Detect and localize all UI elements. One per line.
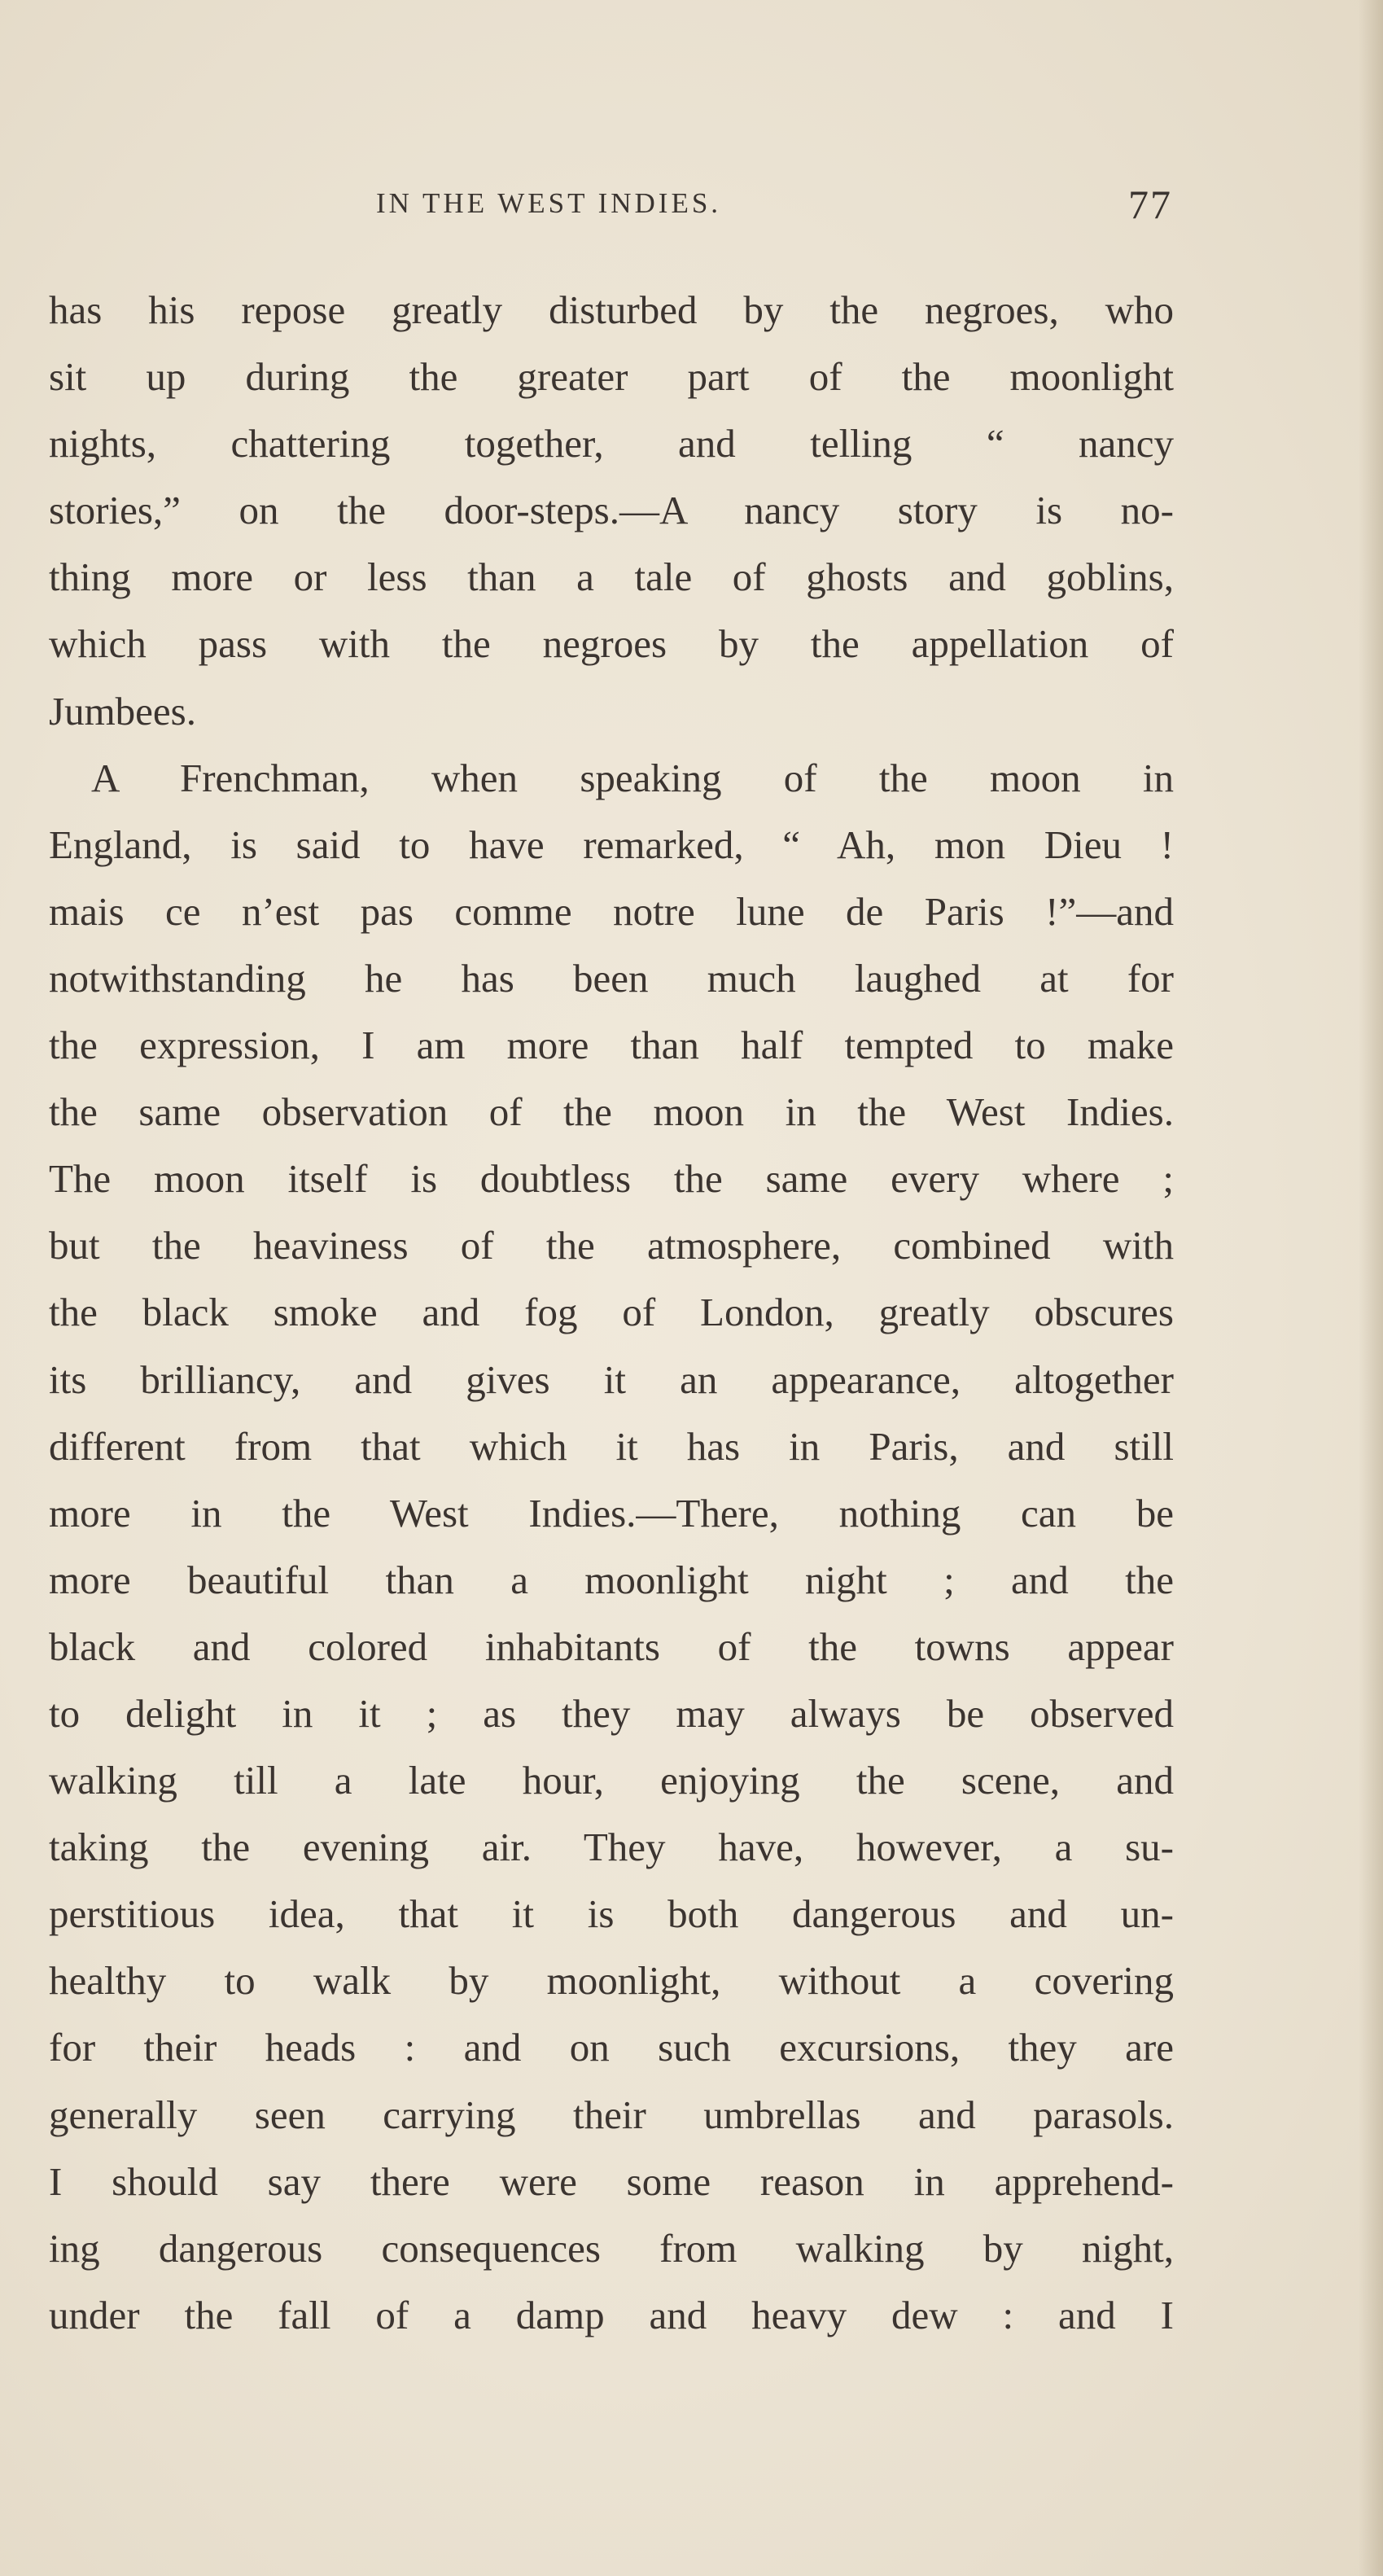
text-line: which pass with the negroes by the appellation of: [49, 621, 1174, 667]
running-head: [49, 181, 1172, 230]
text-line: the expression, I am more than half tempted to make: [49, 1023, 1174, 1068]
text-line: England, is said to have remarked, “ Ah, mon Dieu !: [49, 821, 1174, 867]
text-line: to delight in it ; as they may always be observed: [49, 1690, 1174, 1736]
text-line: the same observation of the moon in the West Indies.: [49, 1089, 1174, 1135]
text-line: but the heaviness of the atmosphere, combined with: [49, 1223, 1174, 1268]
text-line: the black smoke and fog of London, greatly obscures: [49, 1290, 1174, 1335]
text-line: generally seen carrying their umbrellas and parasols.: [49, 2092, 1174, 2137]
text-line: taking the evening air. They have, however, a su-: [49, 1825, 1174, 1870]
page-gutter-shadow: [1359, 0, 1383, 2576]
text-line: ing dangerous consequences from walking by night,: [49, 2225, 1174, 2271]
text-line: under the fall of a damp and heavy dew : and I: [49, 2292, 1174, 2337]
text-line: A Frenchman, when speaking of the moon in: [91, 755, 1174, 800]
text-line: perstitious idea, that it is both dangerous and un-: [49, 1891, 1174, 1937]
text-line: The moon itself is doubtless the same every where ;: [49, 1156, 1174, 1202]
text-line: more in the West Indies.—There, nothing can be: [49, 1490, 1174, 1536]
text-line: I should say there were some reason in apprehend-: [49, 2158, 1174, 2204]
text-line: more beautiful than a moonlight night ; and the: [49, 1557, 1174, 1602]
page-number: 77: [1128, 182, 1172, 227]
text-line: mais ce n’est pas comme notre lune de Paris !”—and: [49, 888, 1174, 934]
text-line: thing more or less than a tale of ghosts and goblins,: [49, 554, 1174, 600]
text-line: nights, chattering together, and telling “ nancy: [49, 421, 1174, 467]
text-line: different from that which it has in Paris, and still: [49, 1423, 1174, 1469]
running-title: IN THE WEST INDIES.: [376, 187, 722, 219]
text-line: for their heads : and on such excursions, they are: [49, 2025, 1174, 2070]
body-text: [49, 277, 1174, 2349]
text-line: notwithstanding he has been much laughed at for: [49, 955, 1174, 1001]
text-line: sit up during the greater part of the moonlight: [49, 354, 1174, 400]
text-line: black and colored inhabitants of the towns appear: [49, 1623, 1174, 1669]
text-line: healthy to walk by moonlight, without a covering: [49, 1958, 1174, 2004]
text-line: Jumbees.: [49, 688, 196, 734]
text-line: has his repose greatly disturbed by the negroes, who: [49, 287, 1174, 332]
text-line: stories,” on the door-steps.—A nancy story is no-: [49, 488, 1174, 533]
text-line: walking till a late hour, enjoying the scene, and: [49, 1758, 1174, 1803]
text-line: its brilliancy, and gives it an appearance, altogether: [49, 1356, 1174, 1402]
